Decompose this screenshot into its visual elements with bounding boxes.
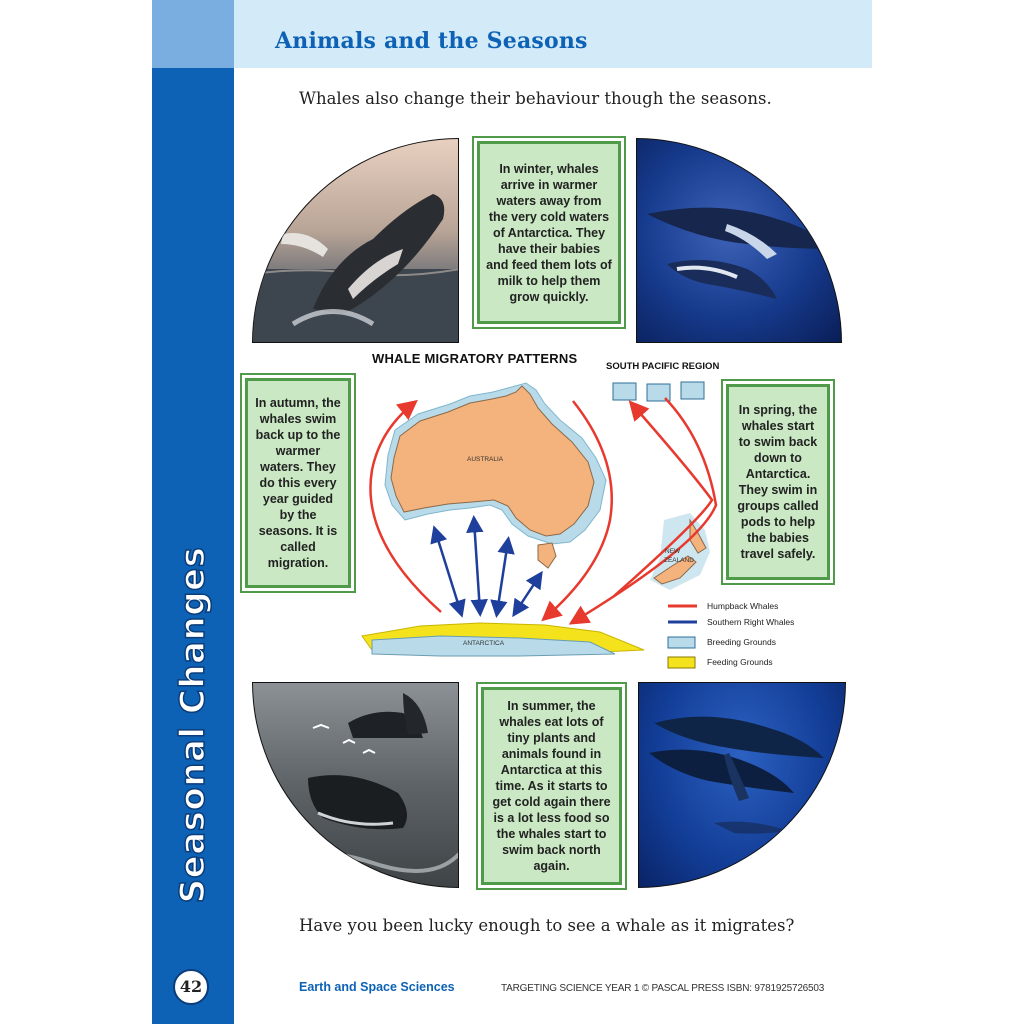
region-breeding-box-3: [681, 382, 704, 399]
label-australia: AUSTRALIA: [467, 456, 504, 463]
southern-right-arrow-2: [474, 520, 480, 612]
tasmania: [538, 543, 556, 568]
autumn-text: In autumn, the whales swim back up to the warmer waters. They do this every year guided by the seasons. It is called migration.: [255, 396, 341, 570]
legend-feeding: Feeding Grounds: [707, 657, 773, 667]
summer-text: In summer, the whales eat lots of tiny plants and animals found in Antarctica at this time. As it starts to get cold again there is a lot less food so the whales start to swim back north again.: [492, 699, 611, 873]
region-breeding-box-1: [613, 383, 636, 400]
legend-humpback: Humpback Whales: [707, 601, 779, 611]
intro-text: Whales also change their behaviour though the seasons.: [299, 89, 772, 108]
label-antarctica: ANTARCTICA: [463, 640, 505, 647]
closing-question: Have you been lucky enough to see a whale as it migrates?: [299, 916, 795, 935]
legend-breeding: Breeding Grounds: [707, 637, 776, 647]
page-number: 42: [173, 969, 209, 1005]
footer-credit: TARGETING SCIENCE YEAR 1 © PASCAL PRESS ISBN: 9781925726503: [501, 983, 825, 994]
southern-right-arrow-1: [435, 530, 461, 613]
southern-right-arrow-4: [515, 575, 540, 613]
label-zealand: ZEALAND: [664, 557, 694, 564]
legend-southern-right: Southern Right Whales: [707, 617, 795, 627]
winter-text: In winter, whales arrive in warmer waters away from the very cold waters of Antarctica. They have their babies and feed them lots of milk to help them grow quickly.: [486, 161, 612, 304]
region-title: SOUTH PACIFIC REGION: [606, 361, 720, 372]
footer-section: Earth and Space Sciences: [299, 980, 455, 994]
southern-right-arrow-3: [497, 541, 508, 613]
label-new: NEW: [665, 548, 681, 555]
page-title: Animals and the Seasons: [275, 28, 588, 54]
spring-text: In spring, the whales start to swim back down to Antarctica. They swim in groups called pods to help the babies travel safely.: [737, 403, 819, 561]
legend-breeding-swatch: [668, 637, 695, 648]
vertical-section-title: Seasonal Changes: [173, 546, 213, 904]
legend-feeding-swatch: [668, 657, 695, 668]
map-title: WHALE MIGRATORY PATTERNS: [372, 351, 578, 366]
